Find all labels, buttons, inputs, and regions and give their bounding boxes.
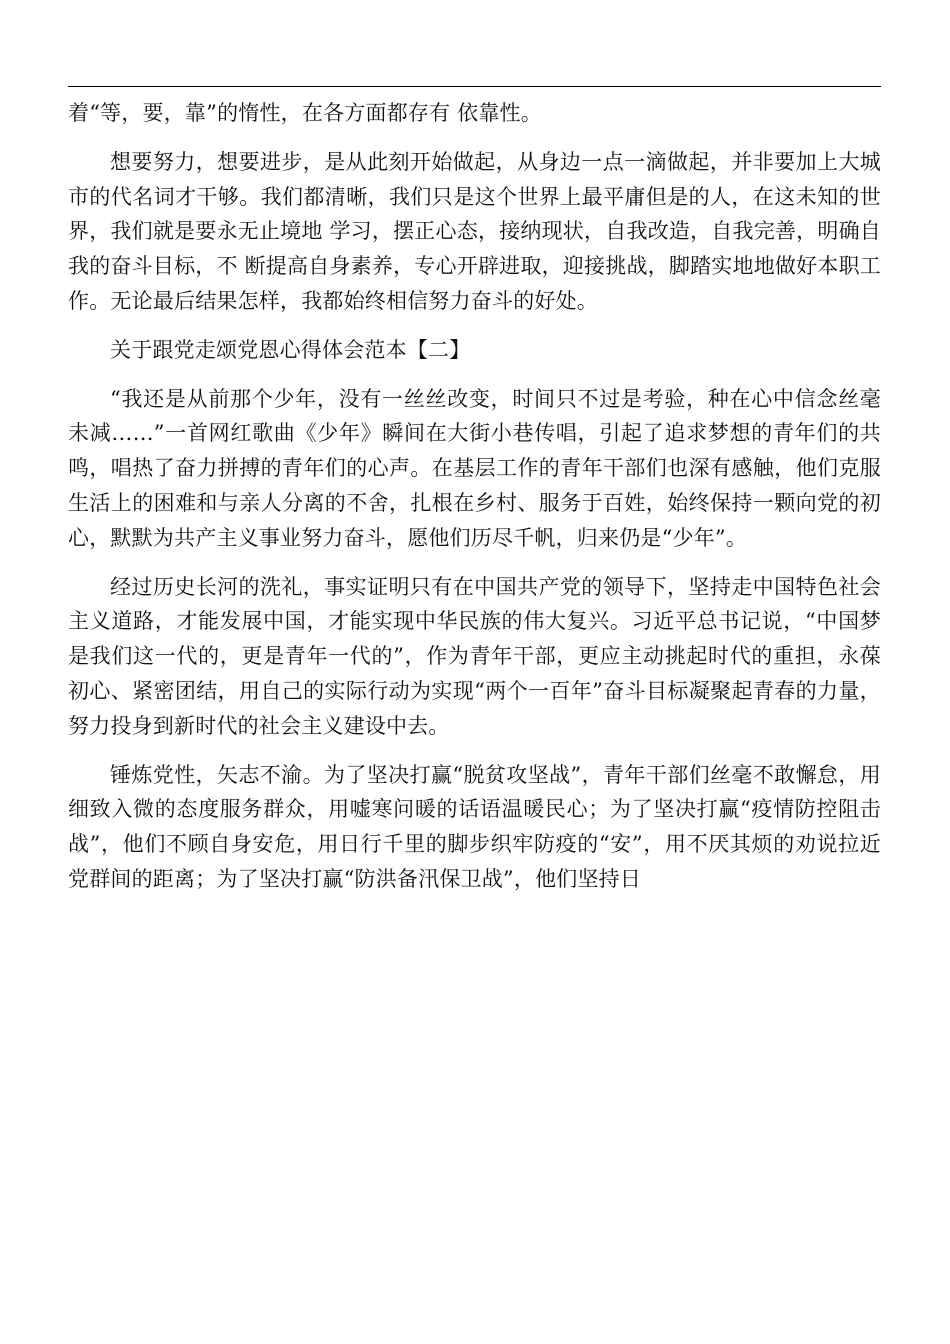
section-heading: 关于跟党走颂党恩心得体会范本【二】 bbox=[110, 337, 471, 362]
paragraph-effort: 想要努力，想要进步，是从此刻开始做起，从身边一点一滴做起，并非要加上大城市的代名词才干够。我们都清晰，我们只是这个世界上最平庸但是的人，在这未知的世界，我们就是要永无止境地 学习，摆正心态，接纳现状，自我改造，自我完善，明确自我的奋斗目标，不 断提高自身素养，专心开辟进取，迎接挑战，脚踏实地地做好本职工作。无论最后结果怎样，我都始终相信努力奋斗的好处。 bbox=[68, 149, 881, 313]
paragraph-continuation: 着“等，要，靠”的惰性，在各方面都存有 依靠性。 bbox=[68, 101, 542, 125]
paragraph-history: 经过历史长河的洗礼，事实证明只有在中国共产党的领导下，坚持走中国特色社会主义道路，才能发展中国，才能实现中华民族的伟大复兴。习近平总书记说，“中国梦是我们这一代的，更是青年一代的”，作为青年干部，更应主动挑起时代的重担，永葆初心、紧密团结，用自己的实际行动为实现“两个一百年”奋斗目标凝聚起青春的力量，努力投身到新时代的社会主义建设中去。 bbox=[68, 574, 881, 738]
paragraph-youth-song: “我还是从前那个少年，没有一丝丝改变，时间只不过是考验，种在心中信念丝毫未减……”一首网红歌曲《少年》瞬间在大街小巷传唱，引起了追求梦想的青年们的共鸣，唱热了奋力拼搏的青年们的心声。在基层工作的青年干部们也深有感触，他们克服生活上的困难和与亲人分离的不舍，扎根在乡村、服务于百姓，始终保持一颗向党的初心，默默为共产主义事业努力奋斗，愿他们历尽千帆，归来仍是“少年”。 bbox=[68, 386, 881, 550]
document-body bbox=[68, 96, 881, 897]
header-rule bbox=[68, 86, 881, 87]
paragraph-party-spirit: 锤炼党性，矢志不渝。为了坚决打赢“脱贫攻坚战”，青年干部们丝毫不敢懈怠，用细致入微的态度服务群众，用嘘寒问暖的话语温暖民心；为了坚决打赢“疫情防控阻击战”，他们不顾自身安危，用日行千里的脚步织牢防疫的“安”，用不厌其烦的劝说拉近党群间的距离；为了坚决打赢“防洪备汛保卫战”，他们坚持日 bbox=[68, 762, 881, 891]
